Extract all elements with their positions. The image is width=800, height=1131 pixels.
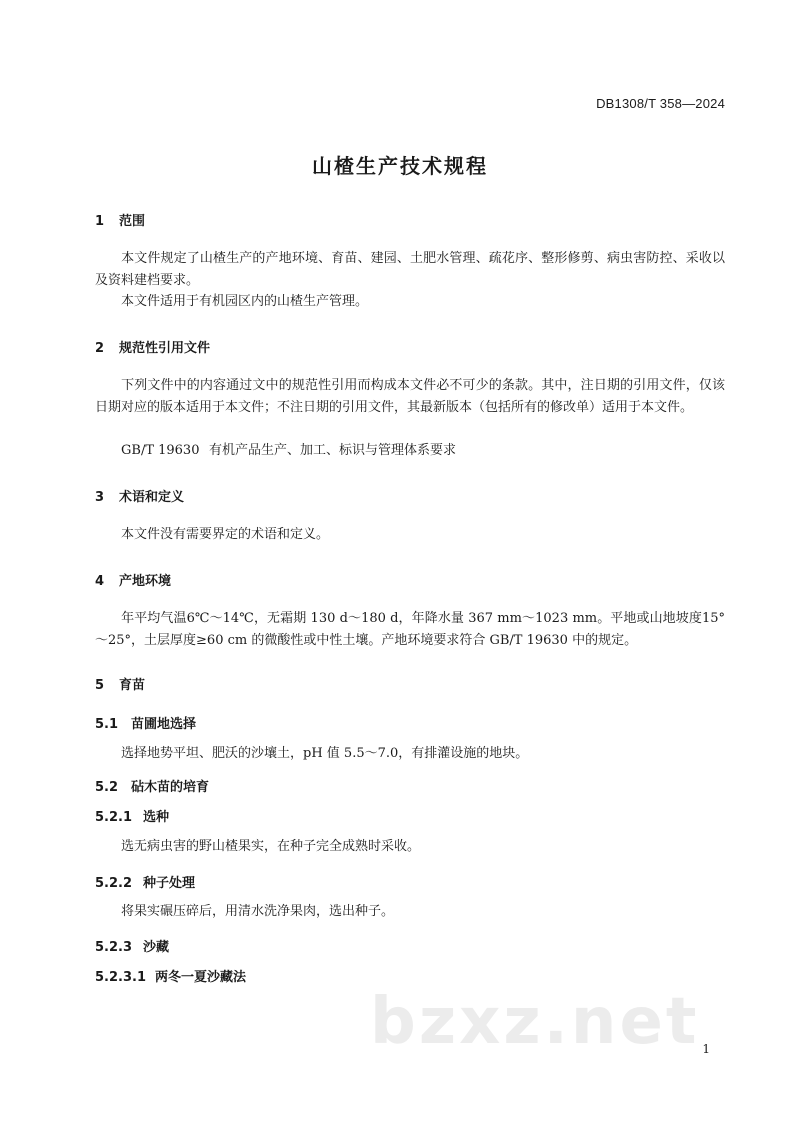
- section-number: 3: [95, 490, 105, 505]
- section-number: 5.2.2: [95, 876, 133, 891]
- section-number: 5.2.3.1: [95, 970, 146, 985]
- paragraph-scope-1: 本文件规定了山楂生产的产地环境、育苗、建园、土肥水管理、疏花序、整形修剪、病虫害防控、采收以及资料建档要求。: [95, 251, 725, 288]
- section-title: 规范性引用文件: [119, 341, 211, 356]
- subsection-heading-5-1: [95, 713, 196, 732]
- section-title: 沙藏: [143, 940, 170, 955]
- paragraph-scope-2: 本文件适用于有机园区内的山楂生产管理。: [121, 294, 369, 309]
- subsection-heading-5-2-1: [95, 806, 169, 825]
- section-number: 5.2: [95, 780, 119, 795]
- section-number: 5: [95, 678, 105, 693]
- paragraph-nursery: 选择地势平坦、肥沃的沙壤土，pH 值 5.5～7.0，有排灌设施的地块。: [121, 746, 529, 761]
- reference-entry: [121, 440, 456, 462]
- section-title: 范围: [119, 214, 146, 229]
- section-title: 产地环境: [119, 574, 172, 589]
- section-title: 苗圃地选择: [131, 717, 197, 732]
- subsection-heading-5-2-3: [95, 936, 169, 955]
- section-title: 砧木苗的培育: [131, 780, 210, 795]
- document-code: DB1308/T 358—2024: [596, 96, 725, 111]
- paragraph-seed-treatment: 将果实碾压碎后，用清水洗净果肉，选出种子。: [121, 904, 395, 919]
- page-number: 1: [702, 1042, 710, 1056]
- watermark: bzxz.net: [370, 985, 700, 1059]
- section-heading-1: [95, 210, 145, 229]
- section-title: 两冬一夏沙藏法: [155, 970, 247, 985]
- reference-code: GB/T 19630: [121, 443, 200, 458]
- section-title: 术语和定义: [119, 490, 185, 505]
- section-number: 5.1: [95, 717, 119, 732]
- paragraph-normative-refs: 下列文件中的内容通过文中的规范性引用而构成本文件必不可少的条款。其中，注日期的引用文件，仅该日期对应的版本适用于本文件；不注日期的引用文件，其最新版本（包括所有的修改单）适用于本文件。: [95, 378, 725, 415]
- section-heading-4: [95, 570, 171, 589]
- subsection-heading-5-2-3-1: [95, 966, 246, 985]
- section-heading-3: [95, 486, 184, 505]
- reference-title: 有机产品生产、加工、标识与管理体系要求: [209, 443, 457, 458]
- paragraph-seed-selection: 选无病虫害的野山楂果实，在种子完全成熟时采收。: [121, 839, 421, 854]
- section-heading-2: [95, 337, 210, 356]
- section-title: 选种: [143, 810, 170, 825]
- section-number: 1: [95, 214, 105, 229]
- section-heading-5: [95, 674, 145, 693]
- paragraph-terms: 本文件没有需要界定的术语和定义。: [121, 527, 330, 542]
- section-title: 种子处理: [143, 876, 196, 891]
- subsection-heading-5-2-2: [95, 872, 195, 891]
- page-title: 山楂生产技术规程: [312, 154, 488, 178]
- section-title: 育苗: [119, 678, 146, 693]
- section-number: 5.2.3: [95, 940, 133, 955]
- section-number: 4: [95, 574, 105, 589]
- section-number: 5.2.1: [95, 810, 133, 825]
- subsection-heading-5-2: [95, 776, 209, 795]
- paragraph-environment: 年平均气温6℃～14℃，无霜期 130 d～180 d，年降水量 367 mm～1023 mm。平地或山地坡度15°～25°，土层厚度≥60 cm 的微酸性或中性土壤。产地环境要求符合 GB/T 19630 中的规定。: [95, 611, 725, 648]
- section-number: 2: [95, 341, 105, 356]
